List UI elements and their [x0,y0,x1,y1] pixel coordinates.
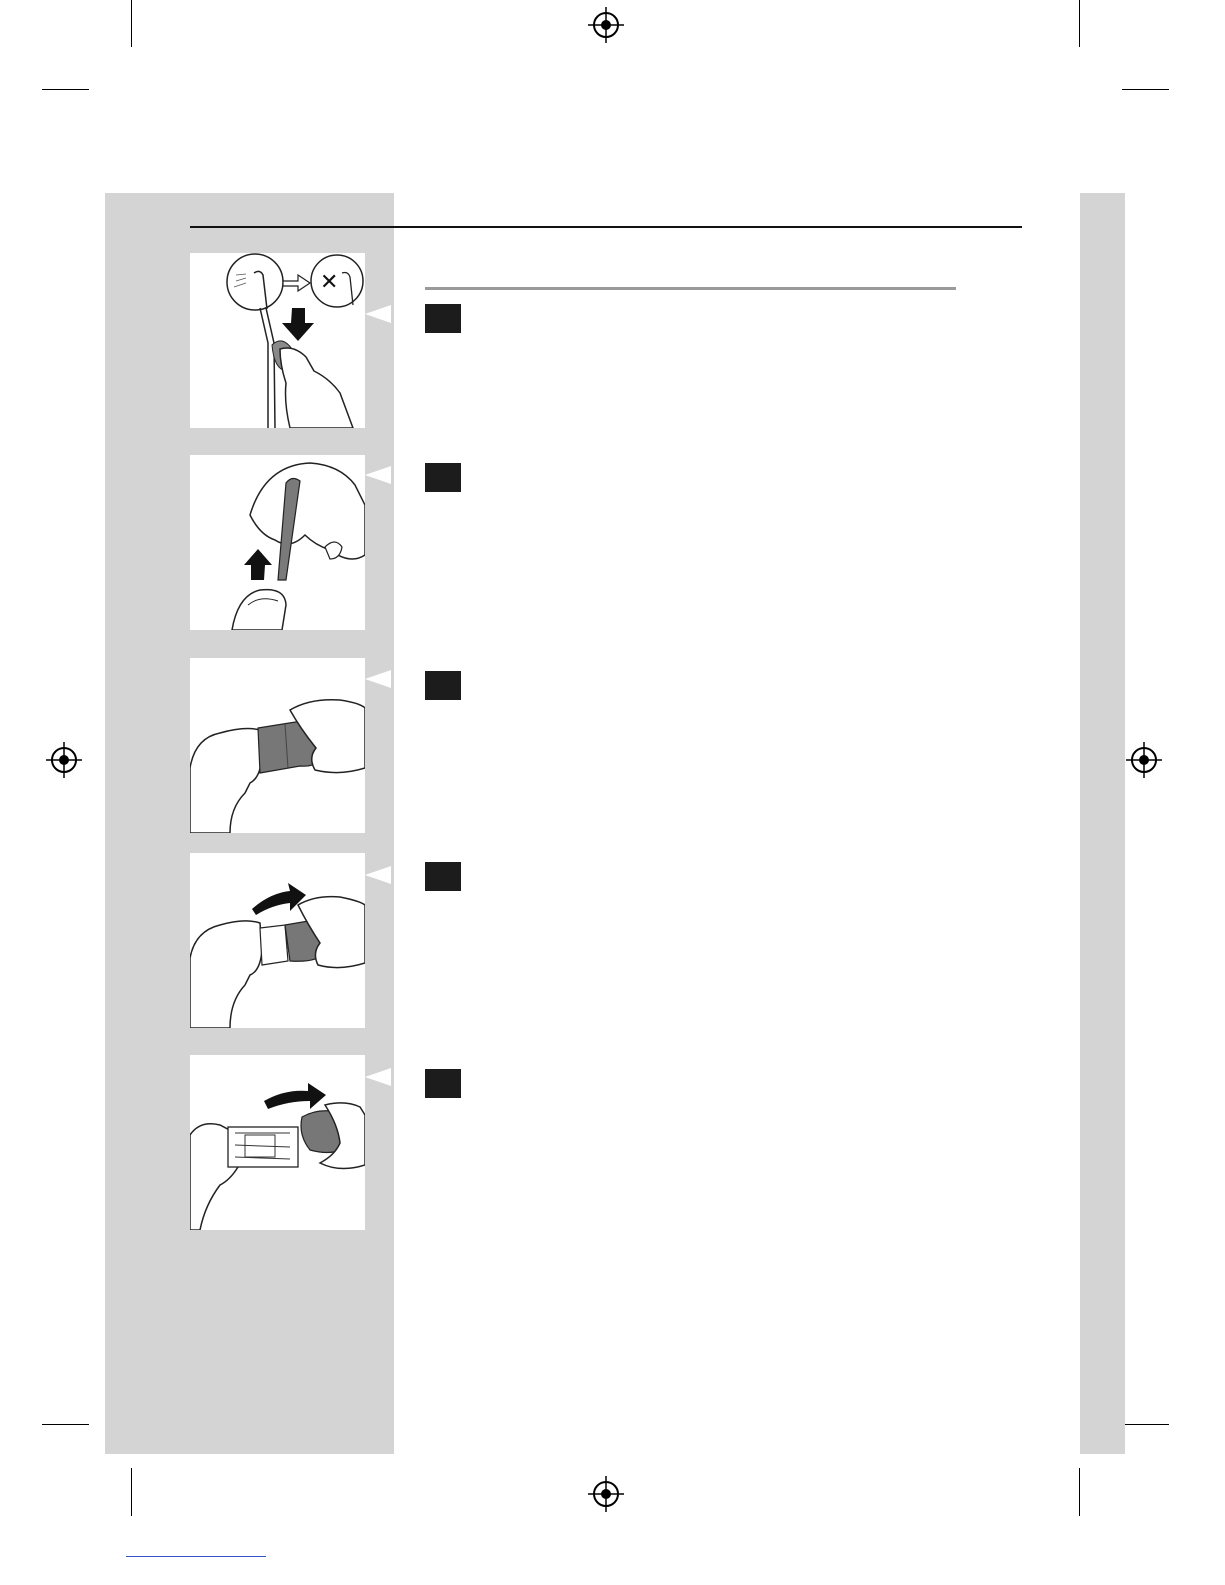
illustration-pointer [365,1068,391,1086]
push-brush-head-illustration [190,253,365,428]
right-sidebar-panel [1080,193,1125,1454]
crop-mark [1122,1424,1169,1425]
crop-mark [1122,89,1169,90]
crop-mark [42,1424,89,1425]
illustration-pointer [365,866,391,884]
crop-mark [131,0,132,47]
step-number-box [425,671,461,700]
crop-mark [42,89,89,90]
step-number-box [425,463,461,492]
registration-mark-icon [586,1474,626,1514]
twist-cap-illustration [190,853,365,1028]
registration-mark-icon [1124,740,1164,780]
step-number-box [425,304,461,333]
pull-off-brush-head-illustration [190,455,365,630]
hold-appliance-cap-illustration [190,658,365,833]
step-number-box [425,862,461,891]
registration-mark-icon [44,740,84,780]
footer-underline [126,1556,266,1557]
registration-mark-icon [586,5,626,45]
header-rule [190,226,1022,228]
step-number-box [425,1069,461,1098]
illustration-pointer [365,670,391,688]
crop-mark [1079,0,1080,47]
crop-mark [131,1468,132,1516]
illustration-pointer [365,305,391,323]
remove-cap-illustration [190,1055,365,1230]
svg-text:✕: ✕ [320,270,339,295]
crop-mark [1079,1468,1080,1516]
section-rule [425,287,956,290]
illustration-pointer [365,466,391,484]
